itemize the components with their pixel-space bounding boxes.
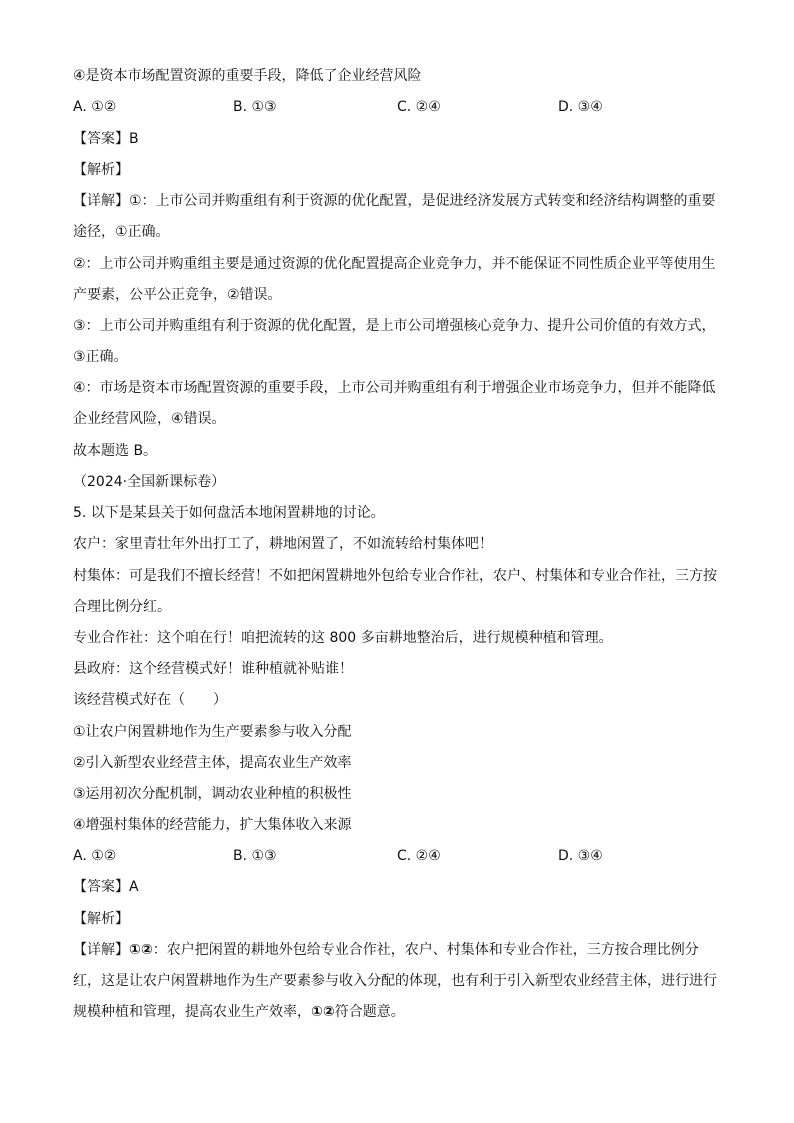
q4-detail-4b: 企业经营风险，④错误。: [73, 411, 226, 427]
q5-option-d[interactable]: D. ③④: [558, 848, 603, 864]
q5-village-a: 村集体：可是我们不擅长经营！不如把闲置耕地外包给专业合作社，农户、村集体和专业合作社，三方按: [73, 568, 717, 584]
q5-statement-2: ②引入新型农业经营主体，提高农业生产效率: [73, 755, 352, 771]
q4-option-a[interactable]: A. ①②: [73, 99, 117, 115]
q5-detail-1c-bold: ①②: [311, 1004, 335, 1020]
q5-source: （2024·全国新课标卷）: [73, 474, 226, 490]
q4-analysis-label: 【解析】: [73, 162, 129, 178]
q5-statement-3: ③运用初次分配机制，调动农业种植的积极性: [73, 786, 352, 802]
q4-conclusion: 故本题选 B。: [73, 443, 158, 459]
q5-options: [73, 846, 733, 866]
q4-detail-1a: 【详解】①：上市公司并购重组有利于资源的优化配置，是促进经济发展方式转变和经济结构调整的重要: [73, 193, 716, 209]
q4-option-d[interactable]: D. ③④: [558, 99, 603, 115]
q4-answer: 【答案】B: [73, 131, 139, 147]
q4-option-b[interactable]: B. ①③: [233, 99, 277, 115]
q5-stem: 5. 以下是某县关于如何盘活本地闲置耕地的讨论。: [73, 505, 385, 521]
q5-option-b[interactable]: B. ①③: [233, 848, 277, 864]
q4-detail-2a: ②：上市公司并购重组主要是通过资源的优化配置提高企业竞争力，并不能保证不同性质企业平等使用生: [73, 256, 716, 272]
q4-detail-3a: ③：上市公司并购重组有利于资源的优化配置，是上市公司增强核心竞争力、提升公司价值的有效方式，: [73, 318, 716, 334]
q5-detail-1a-rest: ：农户把闲置的耕地外包给专业合作社，农户、村集体和专业合作社，三方按合理比例分: [152, 942, 699, 958]
q5-analysis-label: 【解析】: [73, 911, 129, 927]
q5-village-b: 合理比例分红。: [73, 599, 171, 615]
q5-question: 该经营模式好在（ ）: [73, 692, 227, 708]
q4-detail-3b: ③正确。: [73, 349, 128, 365]
q5-answer: 【答案】A: [73, 879, 139, 895]
q4-option-c[interactable]: C. ②④: [397, 99, 441, 115]
q5-statement-1: ①让农户闲置耕地作为生产要素参与收入分配: [73, 724, 352, 740]
q5-detail-1c-pre: 规模种植和管理，提高农业生产效率，: [73, 1004, 311, 1020]
q4-options: [73, 97, 733, 117]
q4-detail-2b: 产要素，公平公正竞争，②错误。: [73, 287, 282, 303]
q4-detail-4a: ④：市场是资本市场配置资源的重要手段，上市公司并购重组有利于增强企业市场竞争力，但并不能降低: [73, 380, 716, 396]
q5-detail-1a: [73, 940, 733, 960]
q5-detail-1c-post: 符合题意。: [334, 1004, 405, 1020]
q5-detail-prefix: 【详解】: [73, 942, 129, 958]
q5-option-c[interactable]: C. ②④: [397, 848, 441, 864]
q5-detail-1b: 红，这是让农户闲置耕地作为生产要素参与收入分配的体现，也有利于引入新型农业经营主体，进行进行: [73, 973, 717, 989]
q5-option-a[interactable]: A. ①②: [73, 848, 117, 864]
q5-detail-bold: ①②: [129, 942, 153, 958]
q5-detail-1c: [73, 1002, 733, 1022]
q5-farmer: 农户：家里青壮年外出打工了，耕地闲置了，不如流转给村集体吧！: [73, 536, 493, 552]
q5-statement-4: ④增强村集体的经营能力，扩大集体收入来源: [73, 817, 352, 833]
q5-coop: 专业合作社：这个咱在行！咱把流转的这 800 多亩耕地整治后，进行规模种植和管理。: [73, 630, 613, 646]
q4-statement-4: ④是资本市场配置资源的重要手段，降低了企业经营风险: [73, 68, 422, 84]
q4-detail-1b: 途径，①正确。: [73, 224, 170, 240]
q5-govt: 县政府：这个经营模式好！谁种植就补贴谁！: [73, 661, 353, 677]
